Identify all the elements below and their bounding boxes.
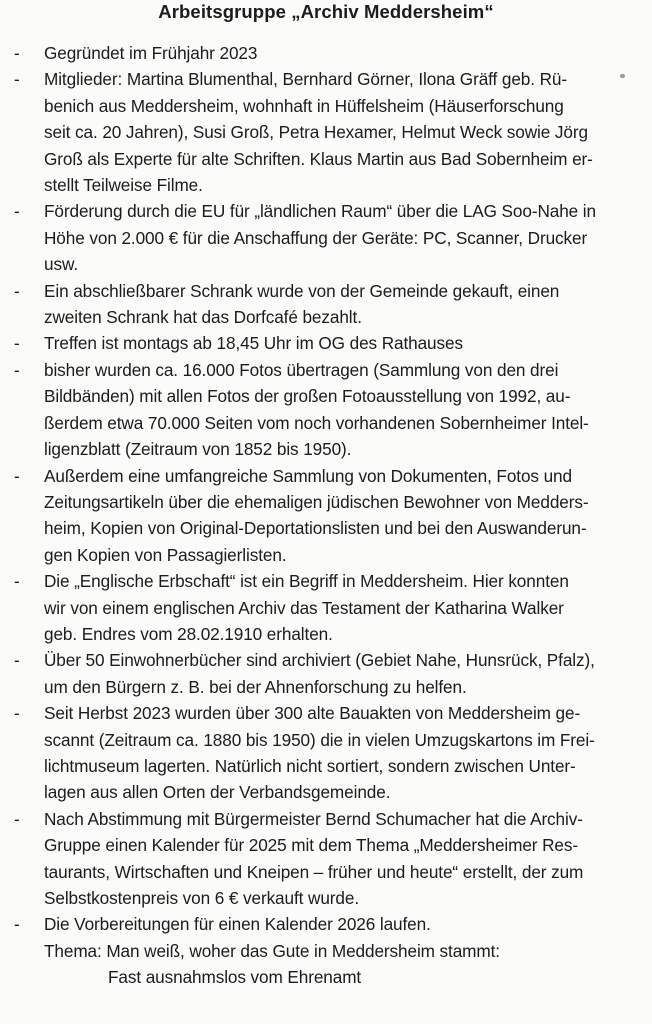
list-item-line: bisher wurden ca. 16.000 Fotos übertragen (Sammlung von den drei xyxy=(44,359,559,380)
bullet-dash: - xyxy=(14,650,20,671)
list-item-line: taurants, Wirtschaften und Kneipen – früher und heute“ erstellt, der zum xyxy=(44,861,584,882)
list-item-line: Groß als Experte für alte Schriften. Klaus Martin aus Bad Sobernheim er- xyxy=(44,148,593,169)
list-item-line: Ein abschließbarer Schrank wurde von der Gemeinde gekauft, einen xyxy=(44,280,560,301)
list-item xyxy=(0,463,652,569)
list-item xyxy=(0,647,652,700)
list-item-line: Über 50 Einwohnerbücher sind archiviert (Gebiet Nahe, Hunsrück, Pfalz), xyxy=(44,650,595,671)
document-title: Arbeitsgruppe „Archiv Meddersheim“ xyxy=(158,1,494,22)
list-item-line: Treffen ist montags ab 18,45 Uhr im OG des Rathauses xyxy=(44,333,463,354)
list-item xyxy=(0,66,652,198)
bullet-dash: - xyxy=(14,465,20,486)
list-item-line: ligenzblatt (Zeitraum von 1852 bis 1950). xyxy=(44,439,352,460)
bullet-dash: - xyxy=(14,571,20,592)
list-item-line: benich aus Meddersheim, wohnhaft in Hüffelsheim (Häuserforschung xyxy=(44,95,564,116)
list-item-line: gen Kopien von Passagierlisten. xyxy=(44,544,287,565)
list-item-line: lagen aus allen Orten der Verbandsgemeinde. xyxy=(44,782,391,803)
list-item-line: Zeitungsartikeln über die ehemaligen jüdischen Bewohner von Medders- xyxy=(44,491,589,512)
list-item-line: Nach Abstimmung mit Bürgermeister Bernd Schumacher hat die Archiv- xyxy=(44,808,583,829)
list-item-line: lichtmuseum lagerten. Natürlich nicht sortiert, sondern zwischen Unter- xyxy=(44,755,576,776)
list-item-line: Die „Englische Erbschaft“ ist ein Begriff in Meddersheim. Hier konnten xyxy=(44,571,569,592)
bullet-dash: - xyxy=(14,280,20,301)
list-item-line: um den Bürgern z. B. bei der Ahnenforschung zu helfen. xyxy=(44,676,467,697)
list-item-line: usw. xyxy=(44,254,78,275)
list-item-line: Höhe von 2.000 € für die Anschaffung der Geräte: PC, Scanner, Drucker xyxy=(44,227,588,248)
list-item-line: wir von einem englischen Archiv das Testament der Katharina Walker xyxy=(44,597,564,618)
list-item-line: Gruppe einen Kalender für 2025 mit dem Thema „Meddersheimer Res- xyxy=(44,835,578,856)
list-item xyxy=(0,40,652,66)
list-item-line: Seit Herbst 2023 wurden über 300 alte Bauakten von Meddersheim ge- xyxy=(44,703,581,724)
list-item xyxy=(0,911,652,990)
list-item-line: ßerdem etwa 70.000 Seiten vom noch vorhandenen Sobernheimer Intel- xyxy=(44,412,589,433)
list-item-line: Gegründet im Frühjahr 2023 xyxy=(44,43,258,63)
bullet-dash: - xyxy=(14,703,20,724)
list-item-line: stellt Teilweise Filme. xyxy=(44,175,203,196)
bullet-dash: - xyxy=(14,201,20,222)
bullet-dash: - xyxy=(14,69,20,90)
list-item xyxy=(0,700,652,806)
list-item-line: Die Vorbereitungen für einen Kalender 2026 laufen. xyxy=(44,914,431,935)
list-item-line: Außerdem eine umfangreiche Sammlung von Dokumenten, Fotos und xyxy=(44,465,572,486)
list-item xyxy=(0,330,652,356)
list-item-line: seit ca. 20 Jahren), Susi Groß, Petra Hexamer, Helmut Weck sowie Jörg xyxy=(44,122,588,143)
list-item-line: zweiten Schrank hat das Dorfcafé bezahlt. xyxy=(44,307,362,328)
list-item xyxy=(0,568,652,647)
list-item-line: geb. Endres vom 28.02.1910 erhalten. xyxy=(44,623,333,644)
scan-speck xyxy=(620,74,625,78)
list-item xyxy=(0,198,652,277)
list-item-line: Thema: Man weiß, woher das Gute in Meddersheim stammt: xyxy=(44,940,500,961)
list-item-line: scannt (Zeitraum ca. 1880 bis 1950) die in vielen Umzugskartons im Frei- xyxy=(44,729,595,750)
list-item-line: Mitglieder: Martina Blumenthal, Bernhard Görner, Ilona Gräff geb. Rü- xyxy=(44,69,567,90)
bullet-dash: - xyxy=(14,359,20,380)
list-item xyxy=(0,806,652,912)
list-item-line: heim, Kopien von Original-Deportationslisten und bei den Auswanderun- xyxy=(44,518,587,539)
list-item xyxy=(0,278,652,331)
bullet-dash: - xyxy=(14,808,20,829)
bullet-dash: - xyxy=(14,333,20,354)
bullet-dash: - xyxy=(14,43,20,63)
list-item-line: Selbstkostenpreis von 6 € verkauft wurde. xyxy=(44,888,359,908)
list-item-line: Förderung durch die EU für „ländlichen Raum“ über die LAG Soo-Nahe in xyxy=(44,201,596,222)
closing-motto: Fast ausnahmslos vom Ehrenamt xyxy=(108,967,362,988)
list-item xyxy=(0,357,652,463)
bullet-list xyxy=(0,40,652,991)
list-item-line: Bildbänden) mit allen Fotos der großen Fotoausstellung von 1992, au- xyxy=(44,386,571,407)
bullet-dash: - xyxy=(14,914,20,935)
